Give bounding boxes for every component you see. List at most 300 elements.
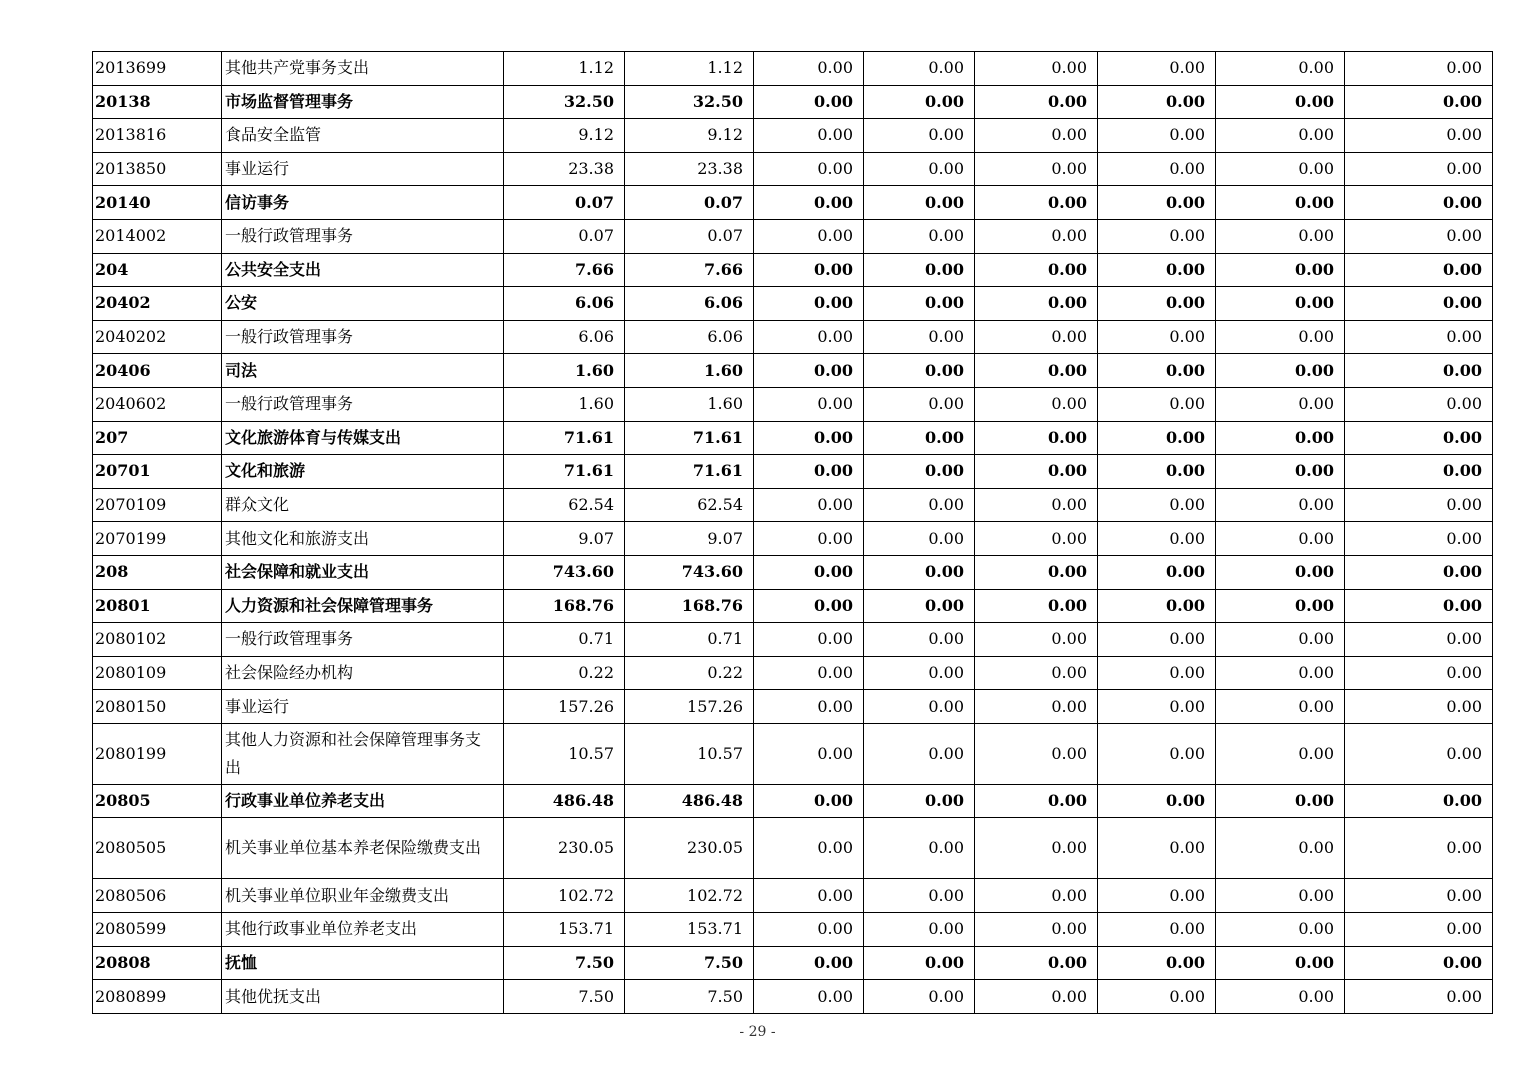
amount-cell: 0.00 bbox=[1098, 152, 1216, 186]
table-row bbox=[93, 980, 1493, 1014]
amount-cell: 0.00 bbox=[864, 946, 975, 980]
amount-cell: 0.00 bbox=[754, 980, 864, 1014]
amount-cell: 0.00 bbox=[1345, 913, 1493, 947]
amount-cell: 0.00 bbox=[1098, 421, 1216, 455]
amount-cell: 7.50 bbox=[504, 980, 625, 1014]
amount-cell: 0.00 bbox=[754, 555, 864, 589]
amount-cell: 10.57 bbox=[625, 723, 754, 784]
amount-cell: 32.50 bbox=[504, 85, 625, 119]
table-row bbox=[93, 287, 1493, 321]
amount-cell: 0.00 bbox=[1345, 879, 1493, 913]
amount-cell: 0.00 bbox=[864, 913, 975, 947]
table-row bbox=[93, 656, 1493, 690]
amount-cell: 0.00 bbox=[864, 219, 975, 253]
amount-cell: 1.60 bbox=[625, 387, 754, 421]
amount-cell: 0.00 bbox=[864, 320, 975, 354]
amount-cell: 0.00 bbox=[1098, 287, 1216, 321]
table-row bbox=[93, 690, 1493, 724]
amount-cell: 0.00 bbox=[864, 354, 975, 388]
amount-cell: 0.00 bbox=[975, 219, 1098, 253]
subject-code-cell: 2013699 bbox=[93, 52, 222, 86]
amount-cell: 0.00 bbox=[754, 522, 864, 556]
amount-cell: 0.00 bbox=[1216, 387, 1345, 421]
amount-cell: 0.00 bbox=[1216, 946, 1345, 980]
amount-cell: 0.00 bbox=[754, 488, 864, 522]
table-row bbox=[93, 387, 1493, 421]
amount-cell: 0.00 bbox=[1216, 913, 1345, 947]
subject-code-cell: 20406 bbox=[93, 354, 222, 388]
amount-cell: 0.00 bbox=[1216, 784, 1345, 818]
amount-cell: 0.00 bbox=[1216, 421, 1345, 455]
amount-cell: 1.60 bbox=[504, 387, 625, 421]
amount-cell: 0.07 bbox=[504, 219, 625, 253]
table-row bbox=[93, 320, 1493, 354]
subject-code-cell: 20140 bbox=[93, 186, 222, 220]
subject-name-cell: 其他行政事业单位养老支出 bbox=[222, 913, 504, 947]
amount-cell: 62.54 bbox=[504, 488, 625, 522]
amount-cell: 230.05 bbox=[504, 818, 625, 879]
amount-cell: 1.12 bbox=[625, 52, 754, 86]
amount-cell: 0.00 bbox=[864, 879, 975, 913]
amount-cell: 7.50 bbox=[504, 946, 625, 980]
subject-code-cell: 20402 bbox=[93, 287, 222, 321]
amount-cell: 0.00 bbox=[1098, 320, 1216, 354]
amount-cell: 0.00 bbox=[975, 656, 1098, 690]
amount-cell: 9.12 bbox=[625, 119, 754, 153]
amount-cell: 0.00 bbox=[1098, 879, 1216, 913]
amount-cell: 0.00 bbox=[975, 589, 1098, 623]
amount-cell: 0.00 bbox=[975, 522, 1098, 556]
amount-cell: 0.00 bbox=[975, 186, 1098, 220]
amount-cell: 0.00 bbox=[1098, 818, 1216, 879]
amount-cell: 0.00 bbox=[1098, 253, 1216, 287]
subject-code-cell: 2014002 bbox=[93, 219, 222, 253]
amount-cell: 0.00 bbox=[1098, 387, 1216, 421]
amount-cell: 0.00 bbox=[1098, 555, 1216, 589]
amount-cell: 0.00 bbox=[754, 913, 864, 947]
amount-cell: 0.00 bbox=[1216, 52, 1345, 86]
amount-cell: 0.00 bbox=[864, 690, 975, 724]
amount-cell: 71.61 bbox=[504, 421, 625, 455]
amount-cell: 0.00 bbox=[975, 119, 1098, 153]
amount-cell: 0.00 bbox=[864, 152, 975, 186]
amount-cell: 0.00 bbox=[1216, 219, 1345, 253]
amount-cell: 0.00 bbox=[1098, 354, 1216, 388]
table-row bbox=[93, 946, 1493, 980]
amount-cell: 0.00 bbox=[864, 818, 975, 879]
amount-cell: 0.00 bbox=[754, 879, 864, 913]
amount-cell: 0.00 bbox=[864, 623, 975, 657]
amount-cell: 0.00 bbox=[754, 387, 864, 421]
table-row bbox=[93, 818, 1493, 879]
amount-cell: 0.00 bbox=[1216, 623, 1345, 657]
amount-cell: 0.00 bbox=[1098, 723, 1216, 784]
table-row bbox=[93, 723, 1493, 784]
amount-cell: 0.00 bbox=[1345, 354, 1493, 388]
table-row bbox=[93, 152, 1493, 186]
amount-cell: 0.00 bbox=[754, 287, 864, 321]
amount-cell: 0.00 bbox=[754, 219, 864, 253]
table-row bbox=[93, 522, 1493, 556]
amount-cell: 0.00 bbox=[1345, 589, 1493, 623]
table-row bbox=[93, 488, 1493, 522]
amount-cell: 0.00 bbox=[754, 784, 864, 818]
amount-cell: 0.00 bbox=[1098, 186, 1216, 220]
subject-name-cell: 其他优抚支出 bbox=[222, 980, 504, 1014]
amount-cell: 0.00 bbox=[1098, 455, 1216, 489]
amount-cell: 0.00 bbox=[975, 980, 1098, 1014]
amount-cell: 0.00 bbox=[754, 354, 864, 388]
amount-cell: 0.00 bbox=[975, 488, 1098, 522]
amount-cell: 0.00 bbox=[1216, 723, 1345, 784]
amount-cell: 0.00 bbox=[1345, 555, 1493, 589]
amount-cell: 0.00 bbox=[1345, 690, 1493, 724]
amount-cell: 0.00 bbox=[754, 623, 864, 657]
subject-name-cell: 一般行政管理事务 bbox=[222, 219, 504, 253]
amount-cell: 0.00 bbox=[864, 186, 975, 220]
amount-cell: 0.00 bbox=[754, 818, 864, 879]
amount-cell: 0.00 bbox=[1345, 387, 1493, 421]
amount-cell: 6.06 bbox=[504, 287, 625, 321]
amount-cell: 0.00 bbox=[1345, 623, 1493, 657]
amount-cell: 0.00 bbox=[1216, 818, 1345, 879]
amount-cell: 0.00 bbox=[1345, 488, 1493, 522]
amount-cell: 7.50 bbox=[625, 946, 754, 980]
table-row bbox=[93, 555, 1493, 589]
subject-code-cell: 2080899 bbox=[93, 980, 222, 1014]
subject-name-cell: 事业运行 bbox=[222, 152, 504, 186]
amount-cell: 0.00 bbox=[1098, 784, 1216, 818]
amount-cell: 0.71 bbox=[625, 623, 754, 657]
amount-cell: 0.00 bbox=[1345, 784, 1493, 818]
amount-cell: 0.00 bbox=[975, 913, 1098, 947]
amount-cell: 0.00 bbox=[1345, 656, 1493, 690]
amount-cell: 0.00 bbox=[864, 455, 975, 489]
subject-code-cell: 20805 bbox=[93, 784, 222, 818]
amount-cell: 0.00 bbox=[754, 656, 864, 690]
amount-cell: 0.00 bbox=[754, 946, 864, 980]
amount-cell: 0.00 bbox=[1098, 52, 1216, 86]
amount-cell: 0.00 bbox=[864, 119, 975, 153]
amount-cell: 230.05 bbox=[625, 818, 754, 879]
table-row bbox=[93, 784, 1493, 818]
subject-name-cell: 公共安全支出 bbox=[222, 253, 504, 287]
amount-cell: 0.00 bbox=[1345, 980, 1493, 1014]
amount-cell: 0.00 bbox=[1098, 119, 1216, 153]
subject-name-cell: 文化旅游体育与传媒支出 bbox=[222, 421, 504, 455]
subject-name-cell: 司法 bbox=[222, 354, 504, 388]
subject-name-cell: 社会保障和就业支出 bbox=[222, 555, 504, 589]
subject-name-cell: 抚恤 bbox=[222, 946, 504, 980]
amount-cell: 0.00 bbox=[864, 85, 975, 119]
amount-cell: 1.60 bbox=[625, 354, 754, 388]
table-row bbox=[93, 354, 1493, 388]
subject-name-cell: 群众文化 bbox=[222, 488, 504, 522]
subject-name-cell: 一般行政管理事务 bbox=[222, 623, 504, 657]
amount-cell: 0.00 bbox=[1216, 320, 1345, 354]
table-row bbox=[93, 913, 1493, 947]
amount-cell: 0.00 bbox=[754, 320, 864, 354]
amount-cell: 1.60 bbox=[504, 354, 625, 388]
amount-cell: 0.07 bbox=[504, 186, 625, 220]
amount-cell: 0.00 bbox=[975, 52, 1098, 86]
amount-cell: 0.00 bbox=[1216, 589, 1345, 623]
subject-code-cell: 208 bbox=[93, 555, 222, 589]
subject-code-cell: 2080102 bbox=[93, 623, 222, 657]
amount-cell: 0.00 bbox=[1216, 656, 1345, 690]
subject-code-cell: 2070109 bbox=[93, 488, 222, 522]
subject-name-cell: 行政事业单位养老支出 bbox=[222, 784, 504, 818]
subject-code-cell: 2070199 bbox=[93, 522, 222, 556]
amount-cell: 62.54 bbox=[625, 488, 754, 522]
amount-cell: 0.00 bbox=[975, 946, 1098, 980]
subject-name-cell: 其他文化和旅游支出 bbox=[222, 522, 504, 556]
amount-cell: 23.38 bbox=[625, 152, 754, 186]
subject-code-cell: 20138 bbox=[93, 85, 222, 119]
amount-cell: 0.07 bbox=[625, 186, 754, 220]
amount-cell: 0.00 bbox=[1345, 522, 1493, 556]
amount-cell: 0.00 bbox=[975, 85, 1098, 119]
amount-cell: 0.00 bbox=[754, 52, 864, 86]
amount-cell: 0.00 bbox=[1098, 589, 1216, 623]
amount-cell: 0.00 bbox=[864, 387, 975, 421]
subject-code-cell: 20808 bbox=[93, 946, 222, 980]
amount-cell: 153.71 bbox=[625, 913, 754, 947]
table-row bbox=[93, 119, 1493, 153]
amount-cell: 0.00 bbox=[1216, 555, 1345, 589]
subject-code-cell: 2013816 bbox=[93, 119, 222, 153]
amount-cell: 0.00 bbox=[1216, 152, 1345, 186]
subject-code-cell: 2080506 bbox=[93, 879, 222, 913]
subject-name-cell: 文化和旅游 bbox=[222, 455, 504, 489]
amount-cell: 0.00 bbox=[1216, 522, 1345, 556]
amount-cell: 71.61 bbox=[625, 455, 754, 489]
amount-cell: 0.00 bbox=[1098, 219, 1216, 253]
amount-cell: 743.60 bbox=[504, 555, 625, 589]
amount-cell: 168.76 bbox=[625, 589, 754, 623]
amount-cell: 153.71 bbox=[504, 913, 625, 947]
subject-code-cell: 2080505 bbox=[93, 818, 222, 879]
table-row bbox=[93, 455, 1493, 489]
amount-cell: 71.61 bbox=[625, 421, 754, 455]
amount-cell: 0.00 bbox=[1098, 946, 1216, 980]
amount-cell: 0.00 bbox=[754, 152, 864, 186]
amount-cell: 0.00 bbox=[1345, 85, 1493, 119]
subject-name-cell: 其他共产党事务支出 bbox=[222, 52, 504, 86]
amount-cell: 0.00 bbox=[1345, 946, 1493, 980]
amount-cell: 9.07 bbox=[625, 522, 754, 556]
amount-cell: 157.26 bbox=[504, 690, 625, 724]
amount-cell: 0.00 bbox=[1345, 723, 1493, 784]
subject-name-cell: 机关事业单位基本养老保险缴费支出 bbox=[222, 818, 504, 879]
amount-cell: 0.00 bbox=[754, 253, 864, 287]
amount-cell: 743.60 bbox=[625, 555, 754, 589]
amount-cell: 0.00 bbox=[975, 723, 1098, 784]
amount-cell: 0.00 bbox=[1345, 818, 1493, 879]
subject-name-cell: 其他人力资源和社会保障管理事务支出 bbox=[222, 723, 504, 784]
subject-code-cell: 2080199 bbox=[93, 723, 222, 784]
amount-cell: 0.00 bbox=[1216, 690, 1345, 724]
amount-cell: 0.00 bbox=[1098, 690, 1216, 724]
table-row bbox=[93, 85, 1493, 119]
amount-cell: 0.00 bbox=[1345, 186, 1493, 220]
subject-code-cell: 2080150 bbox=[93, 690, 222, 724]
amount-cell: 9.12 bbox=[504, 119, 625, 153]
amount-cell: 0.00 bbox=[1216, 488, 1345, 522]
amount-cell: 0.00 bbox=[1345, 219, 1493, 253]
amount-cell: 0.00 bbox=[754, 421, 864, 455]
amount-cell: 0.00 bbox=[754, 723, 864, 784]
amount-cell: 0.00 bbox=[864, 555, 975, 589]
amount-cell: 0.00 bbox=[754, 186, 864, 220]
amount-cell: 0.00 bbox=[975, 555, 1098, 589]
subject-code-cell: 2040602 bbox=[93, 387, 222, 421]
amount-cell: 0.00 bbox=[864, 784, 975, 818]
amount-cell: 0.00 bbox=[864, 723, 975, 784]
amount-cell: 0.00 bbox=[754, 455, 864, 489]
subject-name-cell: 一般行政管理事务 bbox=[222, 387, 504, 421]
amount-cell: 23.38 bbox=[504, 152, 625, 186]
budget-table bbox=[92, 51, 1493, 1014]
amount-cell: 0.00 bbox=[1345, 421, 1493, 455]
amount-cell: 102.72 bbox=[504, 879, 625, 913]
amount-cell: 0.00 bbox=[975, 818, 1098, 879]
amount-cell: 0.00 bbox=[1345, 253, 1493, 287]
subject-code-cell: 2080109 bbox=[93, 656, 222, 690]
table-row bbox=[93, 219, 1493, 253]
amount-cell: 71.61 bbox=[504, 455, 625, 489]
amount-cell: 0.00 bbox=[1098, 623, 1216, 657]
amount-cell: 0.00 bbox=[1216, 186, 1345, 220]
subject-name-cell: 社会保险经办机构 bbox=[222, 656, 504, 690]
amount-cell: 0.00 bbox=[1345, 287, 1493, 321]
amount-cell: 10.57 bbox=[504, 723, 625, 784]
amount-cell: 0.71 bbox=[504, 623, 625, 657]
amount-cell: 7.66 bbox=[504, 253, 625, 287]
amount-cell: 0.00 bbox=[864, 52, 975, 86]
amount-cell: 0.00 bbox=[754, 85, 864, 119]
amount-cell: 0.00 bbox=[975, 287, 1098, 321]
amount-cell: 6.06 bbox=[625, 287, 754, 321]
amount-cell: 9.07 bbox=[504, 522, 625, 556]
subject-code-cell: 20701 bbox=[93, 455, 222, 489]
amount-cell: 6.06 bbox=[625, 320, 754, 354]
amount-cell: 486.48 bbox=[625, 784, 754, 818]
amount-cell: 0.00 bbox=[864, 980, 975, 1014]
amount-cell: 0.00 bbox=[1216, 253, 1345, 287]
amount-cell: 486.48 bbox=[504, 784, 625, 818]
amount-cell: 7.66 bbox=[625, 253, 754, 287]
amount-cell: 0.07 bbox=[625, 219, 754, 253]
amount-cell: 157.26 bbox=[625, 690, 754, 724]
amount-cell: 0.00 bbox=[975, 253, 1098, 287]
table-row bbox=[93, 879, 1493, 913]
amount-cell: 0.00 bbox=[1345, 152, 1493, 186]
amount-cell: 0.00 bbox=[864, 421, 975, 455]
amount-cell: 0.00 bbox=[1345, 320, 1493, 354]
amount-cell: 0.00 bbox=[1216, 879, 1345, 913]
amount-cell: 0.00 bbox=[975, 784, 1098, 818]
amount-cell: 0.00 bbox=[1216, 980, 1345, 1014]
amount-cell: 0.00 bbox=[1345, 455, 1493, 489]
table-row bbox=[93, 421, 1493, 455]
subject-name-cell: 信访事务 bbox=[222, 186, 504, 220]
subject-name-cell: 人力资源和社会保障管理事务 bbox=[222, 589, 504, 623]
subject-code-cell: 207 bbox=[93, 421, 222, 455]
amount-cell: 0.00 bbox=[864, 589, 975, 623]
amount-cell: 0.00 bbox=[1345, 119, 1493, 153]
amount-cell: 0.00 bbox=[975, 879, 1098, 913]
subject-code-cell: 204 bbox=[93, 253, 222, 287]
amount-cell: 7.50 bbox=[625, 980, 754, 1014]
amount-cell: 0.00 bbox=[975, 387, 1098, 421]
amount-cell: 6.06 bbox=[504, 320, 625, 354]
amount-cell: 0.22 bbox=[504, 656, 625, 690]
subject-name-cell: 食品安全监管 bbox=[222, 119, 504, 153]
subject-code-cell: 20801 bbox=[93, 589, 222, 623]
amount-cell: 0.00 bbox=[1216, 354, 1345, 388]
subject-name-cell: 市场监督管理事务 bbox=[222, 85, 504, 119]
amount-cell: 0.00 bbox=[1216, 119, 1345, 153]
amount-cell: 0.00 bbox=[864, 253, 975, 287]
amount-cell: 0.00 bbox=[864, 656, 975, 690]
amount-cell: 0.00 bbox=[1098, 522, 1216, 556]
amount-cell: 0.00 bbox=[864, 287, 975, 321]
amount-cell: 168.76 bbox=[504, 589, 625, 623]
page-number: - 29 - bbox=[739, 1024, 776, 1040]
amount-cell: 0.00 bbox=[975, 690, 1098, 724]
amount-cell: 0.00 bbox=[1216, 85, 1345, 119]
amount-cell: 0.00 bbox=[1216, 287, 1345, 321]
subject-name-cell: 一般行政管理事务 bbox=[222, 320, 504, 354]
subject-code-cell: 2013850 bbox=[93, 152, 222, 186]
amount-cell: 0.00 bbox=[864, 488, 975, 522]
amount-cell: 0.00 bbox=[1098, 85, 1216, 119]
table-row bbox=[93, 589, 1493, 623]
amount-cell: 0.00 bbox=[975, 421, 1098, 455]
amount-cell: 0.00 bbox=[975, 623, 1098, 657]
amount-cell: 1.12 bbox=[504, 52, 625, 86]
amount-cell: 0.00 bbox=[864, 522, 975, 556]
amount-cell: 102.72 bbox=[625, 879, 754, 913]
table-row bbox=[93, 253, 1493, 287]
amount-cell: 32.50 bbox=[625, 85, 754, 119]
table-body bbox=[93, 52, 1493, 1014]
amount-cell: 0.00 bbox=[975, 320, 1098, 354]
subject-name-cell: 公安 bbox=[222, 287, 504, 321]
subject-code-cell: 2040202 bbox=[93, 320, 222, 354]
amount-cell: 0.00 bbox=[754, 119, 864, 153]
amount-cell: 0.00 bbox=[975, 354, 1098, 388]
amount-cell: 0.00 bbox=[1098, 656, 1216, 690]
amount-cell: 0.00 bbox=[975, 455, 1098, 489]
amount-cell: 0.00 bbox=[1098, 488, 1216, 522]
amount-cell: 0.00 bbox=[1216, 455, 1345, 489]
amount-cell: 0.00 bbox=[754, 589, 864, 623]
amount-cell: 0.00 bbox=[1098, 980, 1216, 1014]
subject-name-cell: 事业运行 bbox=[222, 690, 504, 724]
amount-cell: 0.00 bbox=[1098, 913, 1216, 947]
table-row bbox=[93, 623, 1493, 657]
amount-cell: 0.22 bbox=[625, 656, 754, 690]
amount-cell: 0.00 bbox=[754, 690, 864, 724]
table-row bbox=[93, 52, 1493, 86]
amount-cell: 0.00 bbox=[1345, 52, 1493, 86]
table-row bbox=[93, 186, 1493, 220]
subject-code-cell: 2080599 bbox=[93, 913, 222, 947]
subject-name-cell: 机关事业单位职业年金缴费支出 bbox=[222, 879, 504, 913]
amount-cell: 0.00 bbox=[975, 152, 1098, 186]
